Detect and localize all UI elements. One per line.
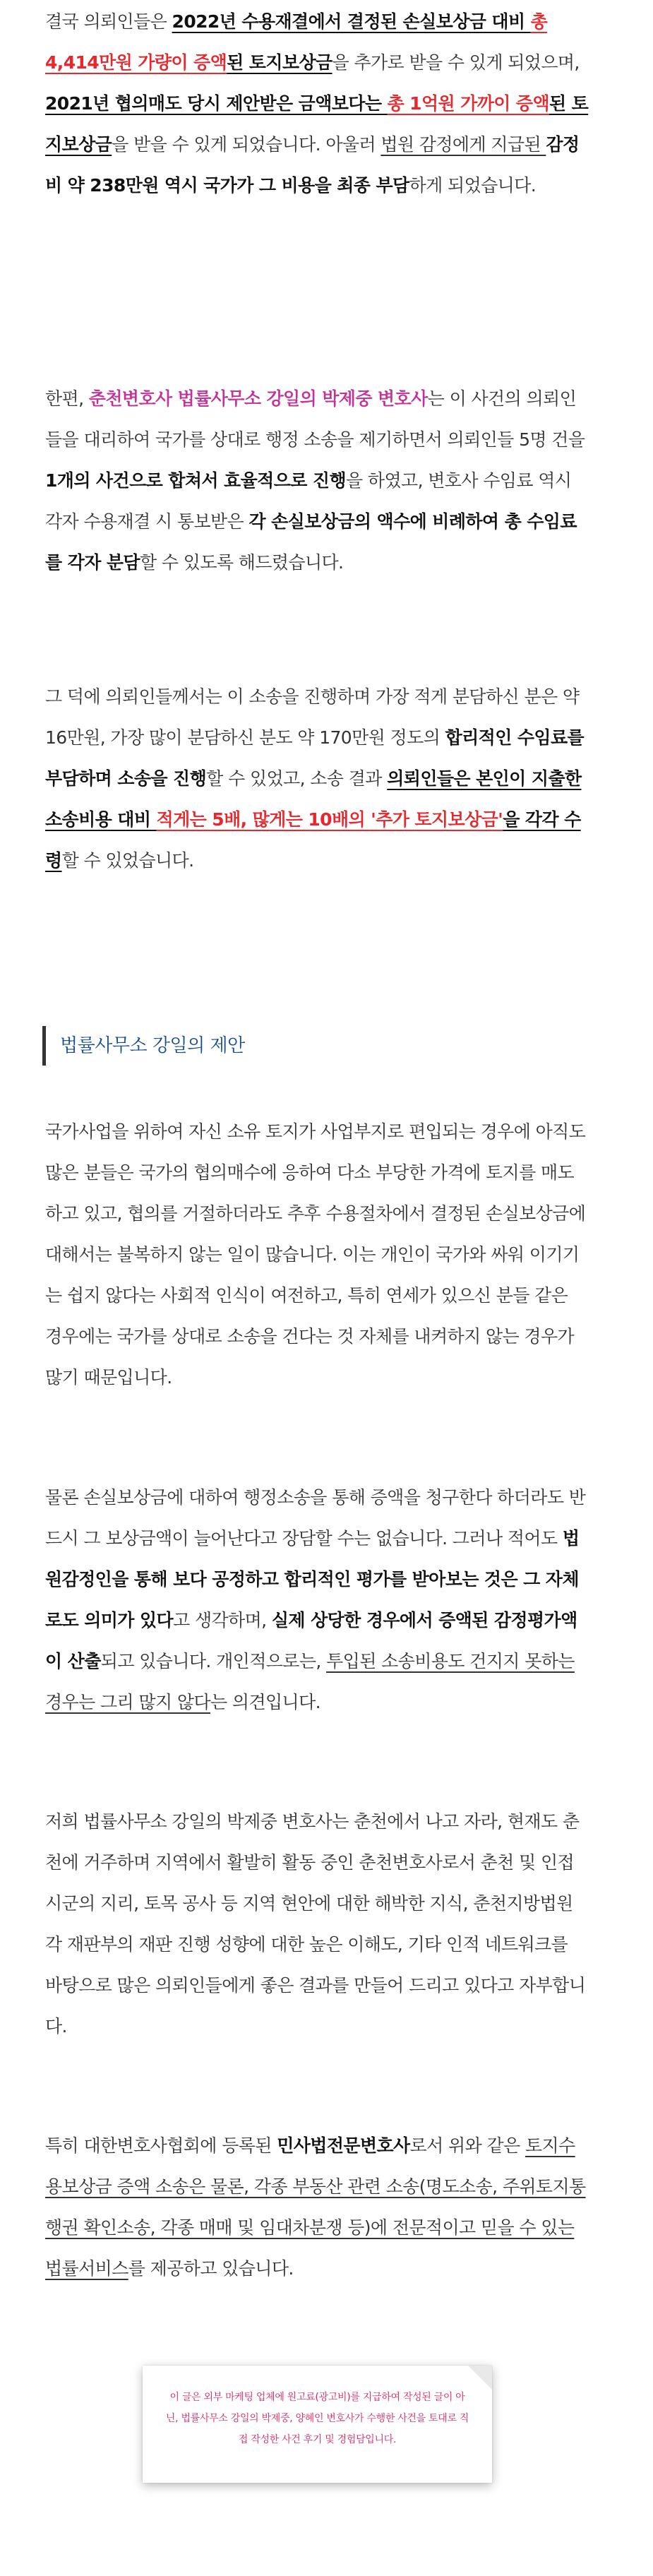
- paragraph-lawyer-profile: 저희 법률사무소 강일의 박제중 변호사는 춘천에서 나고 자라, 현재도 춘천에 거주하며 지역에서 활발히 활동 중인 춘천변호사로서 춘천 및 인접 시군의 지리, 토목 공사 등 지역 현안에 대한 해박한 지식, 춘천지방법원 각 재판부의 재판 진행 성향에 대한 높은 이해도, 기타 인적 네트워크를 바탕으로 많은 의뢰인들에게 좋은 결과를 만들어 드리고 있다고 자부합니다.: [45, 1811, 586, 2037]
- page-fold-decoration: [468, 2366, 492, 2390]
- paragraph-appraisal: 물론 손실보상금에 대하여 행정소송을 통해 증액을 청구한다 하더라도 반드시 그 보상금액이 늘어난다고 장담할 수는 없습니다. 그러나 적어도 법원감정인을 통해 보다 공정하고 합리적인 평가를 받아보는 것은 그 자체로도 의미가 있다고 생각하며, 실제 상당한 경우에서 증액된 감정평가액이 산출되고 있습니다. 개인적으로는, 투입된 소송비용도 건지지 못하는 경우는 그리 많지 않다는 의견입니다.: [45, 1487, 586, 1712]
- paragraph-fee-outcome: 그 덕에 의뢰인들께서는 이 소송을 진행하며 가장 적게 분담하신 분은 약 16만원, 가장 많이 분담하신 분도 약 170만원 정도의 합리적인 수임료를 부담하며 소송을 진행할 수 있었고, 소송 결과 의뢰인들은 본인이 지출한 소송비용 대비 적게는 5배, 많게는 10배의 '추가 토지보상금'을 각각 수령할 수 있었습니다.: [45, 686, 585, 871]
- paragraph-result: 결국 의뢰인들은 2022년 수용재결에서 결정된 손실보상금 대비 총 4,414만원 가량이 증액된 토지보상금을 추가로 받을 수 있게 되었으며, 2021년 협의매도 당시 제안받은 금액보다는 총 1억원 가까이 증액된 토지보상금을 받을 수 있게 되었습니다. 아울러 법원 감정에게 지급된 감정비 약 238만원 역시 국가가 그 비용을 최종 부담하게 되었습니다.: [45, 11, 589, 196]
- section-heading: 법률사무소 강일의 제안: [42, 1026, 245, 1066]
- disclaimer-note: [143, 2366, 492, 2483]
- paragraph-background: 국가사업을 위하여 자신 소유 토지가 사업부지로 편입되는 경우에 아직도 많은 분들은 국가의 협의매수에 응하여 다소 부당한 가격에 토지를 매도하고 있고, 협의를 거절하더라도 추후 수용절차에서 결정된 손실보상금에 대해서는 불복하지 않는 일이 많습니다. 이는 개인이 국가와 싸워 이기기는 쉽지 않다는 사회적 인식이 여전하고, 특히 연세가 있으신 분들 같은 경우에는 국가를 상대로 소송을 건다는 것 자체를 내켜하지 않는 경우가 많기 때문입니다.: [45, 1121, 586, 1388]
- disclaimer-text: 이 글은 외부 마케팅 업체에 원고료(광고비)를 지급하여 작성된 글이 아닌, 법률사무소 강일의 박제중, 양혜인 변호사가 수행한 사건을 토대로 직접 작성한 사건 후기 및 경험담입니다.: [165, 2392, 469, 2445]
- paragraph-lawyer-strategy: 한편, 춘천변호사 법률사무소 강일의 박제중 변호사는 이 사건의 의뢰인들을 대리하여 국가를 상대로 행정 소송을 제기하면서 의뢰인들 5명 건을 1개의 사건으로 합쳐서 효율적으로 진행을 하였고, 변호사 수임료 역시 각자 수용재결 시 통보받은 각 손실보상금의 액수에 비례하여 총 수임료를 각자 분담할 수 있도록 해드렸습니다.: [45, 388, 585, 573]
- paragraph-specialty: 특히 대한변호사협회에 등록된 민사법전문변호사로서 위와 같은 토지수용보상금 증액 소송은 물론, 각종 부동산 관련 소송(명도소송, 주위토지통행권 확인소송, 각종 매매 및 임대차분쟁 등)에 전문적이고 믿을 수 있는 법률서비스를 제공하고 있습니다.: [45, 2135, 586, 2279]
